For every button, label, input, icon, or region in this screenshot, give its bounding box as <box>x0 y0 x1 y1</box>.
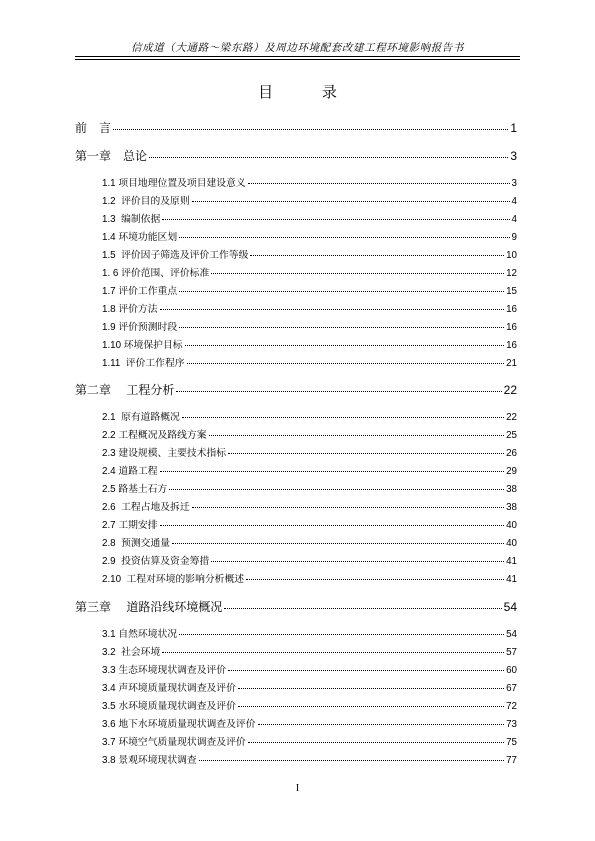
toc-entry-label: 第一章 总论 <box>75 149 148 163</box>
toc-entry-page: 1 <box>510 121 517 135</box>
toc-entry-page: 57 <box>506 647 517 658</box>
toc-entry-label: 1.3 编制依据 <box>102 214 161 225</box>
toc-entry-label: 2.10 工程对环境的影响分析概述 <box>102 574 245 585</box>
dot-leader <box>179 291 504 292</box>
dot-leader <box>258 724 505 725</box>
toc-entry-page: 21 <box>506 358 517 369</box>
dot-leader <box>176 391 501 392</box>
toc-section-entry[interactable] <box>102 517 517 530</box>
toc-entry-page: 16 <box>506 322 517 333</box>
toc-entry-label: 2.2 工程概况及路线方案 <box>102 430 207 441</box>
dot-leader <box>192 507 504 508</box>
toc-entry-label: 2.5 路基土石方 <box>102 484 168 495</box>
dot-leader <box>238 688 504 689</box>
toc-section-entry[interactable] <box>102 337 517 350</box>
dot-leader <box>228 453 504 454</box>
dot-leader <box>162 652 504 653</box>
dot-leader <box>192 201 510 202</box>
toc-entry-label: 第二章 工程分析 <box>75 383 175 397</box>
toc-section-entry[interactable] <box>102 698 517 711</box>
toc-entry-page: 22 <box>503 383 517 397</box>
toc-entry-label: 2.9 投资估算及资金筹措 <box>102 556 210 567</box>
toc-chapter-entry[interactable] <box>75 598 517 614</box>
toc-section-entry[interactable] <box>102 752 517 765</box>
toc-entry-page: 3 <box>510 149 517 163</box>
toc-entry-label: 2.8 预测交通量 <box>102 538 171 549</box>
toc-entry-label: 第三章 道路沿线环境概况 <box>75 600 223 614</box>
toc-entry-label: 1.5 评价因子筛选及评价工作等级 <box>102 250 249 261</box>
toc-entry-page: 15 <box>506 286 517 297</box>
toc-entry-page: 16 <box>506 340 517 351</box>
toc-entry-page: 41 <box>506 574 517 585</box>
dot-leader <box>185 345 505 346</box>
toc-entry-page: 40 <box>506 538 517 549</box>
toc-section-entry[interactable] <box>102 553 517 566</box>
toc-section-entry[interactable] <box>102 247 517 260</box>
dot-leader <box>211 561 504 562</box>
dot-leader <box>160 471 505 472</box>
toc-entry-page: 73 <box>506 719 517 730</box>
toc-entry-page: 4 <box>511 214 517 225</box>
dot-leader <box>238 706 504 707</box>
toc-entry-label: 1.9 评价预测时段 <box>102 322 178 333</box>
toc-section-entry[interactable] <box>102 301 517 314</box>
toc-entry-page: 12 <box>506 268 517 279</box>
toc-entry-label: 1.2 评价目的及原则 <box>102 196 190 207</box>
toc-section-entry[interactable] <box>102 265 517 278</box>
dot-leader <box>199 760 504 761</box>
page-title: 目 录 <box>258 83 359 101</box>
toc-entry-label: 2.3 建设规模、主要技术指标 <box>102 448 227 459</box>
toc-entry-page: 38 <box>506 502 517 513</box>
toc-entry-label: 2.4 道路工程 <box>102 466 158 477</box>
toc-section-entry[interactable] <box>102 319 517 332</box>
toc-entry-label: 2.1 原有道路概况 <box>102 412 180 423</box>
toc-entry-label: 3.8 景观环境现状调查 <box>102 755 197 766</box>
toc-entry-page: 60 <box>506 665 517 676</box>
dot-leader <box>179 634 504 635</box>
toc-entry-page: 41 <box>506 556 517 567</box>
toc-section-entry[interactable] <box>102 193 517 206</box>
dot-leader <box>169 489 504 490</box>
page-header: 信成道（大通路～梁东路）及周边环境配套改建工程环境影响报告书 <box>131 42 464 54</box>
dot-leader <box>209 435 505 436</box>
toc-section-entry[interactable] <box>102 481 517 494</box>
toc-entry-page: 22 <box>506 412 517 423</box>
header-rule-thin <box>75 59 520 60</box>
toc-entry-page: 38 <box>506 484 517 495</box>
toc-entry-page: 26 <box>506 448 517 459</box>
toc-entry-label: 1. 6 评价范围、评价标准 <box>102 268 210 279</box>
toc-entry-page: 25 <box>506 430 517 441</box>
toc-section-entry[interactable] <box>102 571 517 584</box>
toc-entry-page: 16 <box>506 304 517 315</box>
toc-entry-page: 10 <box>506 250 517 261</box>
toc-entry-page: 67 <box>506 683 517 694</box>
toc-entry-page: 9 <box>511 232 517 243</box>
dot-leader <box>179 327 504 328</box>
toc-section-entry[interactable] <box>102 175 517 188</box>
dot-leader <box>228 670 504 671</box>
page-number: I <box>295 783 300 794</box>
toc-section-entry[interactable] <box>102 211 517 224</box>
toc-entry-page: 54 <box>503 600 517 614</box>
toc-section-entry[interactable] <box>102 626 517 639</box>
toc-section-entry[interactable] <box>102 734 517 747</box>
dot-leader <box>187 363 505 364</box>
toc-section-entry[interactable] <box>102 427 517 440</box>
dot-leader <box>160 309 505 310</box>
toc-entry-page: 72 <box>506 701 517 712</box>
toc-entry-label: 1.8 评价方法 <box>102 304 158 315</box>
dot-leader <box>179 237 509 238</box>
toc-entry-page: 3 <box>511 178 517 189</box>
dot-leader <box>160 525 505 526</box>
dot-leader <box>113 129 508 130</box>
toc-entry-label: 3.5 水环境质量现状调查及评价 <box>102 701 236 712</box>
toc-section-entry[interactable] <box>102 716 517 729</box>
toc-entry-label: 1.11 评价工作程序 <box>102 358 185 369</box>
toc-entry-label: 3.6 地下水环境质量现状调查及评价 <box>102 719 256 730</box>
toc-entry-label: 3.3 生态环境现状调查及评价 <box>102 665 227 676</box>
toc-section-entry[interactable] <box>102 662 517 675</box>
toc-entry-label: 1.7 评价工作重点 <box>102 286 178 297</box>
toc-entry-page: 54 <box>506 629 517 640</box>
toc-entry-page: 40 <box>506 520 517 531</box>
toc-section-entry[interactable] <box>102 535 517 548</box>
toc-section-entry[interactable] <box>102 229 517 242</box>
toc-entry-label: 2.6 工程占地及拆迁 <box>102 502 190 513</box>
dot-leader <box>246 579 504 580</box>
header-rule <box>75 56 520 57</box>
toc-entry-page: 77 <box>506 755 517 766</box>
toc-entry-label: 3.1 自然环境状况 <box>102 629 178 640</box>
dot-leader <box>211 273 504 274</box>
toc-entry-page: 29 <box>506 466 517 477</box>
toc-section-entry[interactable] <box>102 409 517 422</box>
dot-leader <box>224 608 501 609</box>
toc-entry-label: 3.4 声环境质量现状调查及评价 <box>102 683 236 694</box>
toc-section-entry[interactable] <box>102 463 517 476</box>
toc-entry-label: 1.1 项目地理位置及项目建设意义 <box>102 178 246 189</box>
toc-entry-page: 75 <box>506 737 517 748</box>
dot-leader <box>248 183 510 184</box>
toc-entry-label: 1.4 环境功能区划 <box>102 232 178 243</box>
toc-chapter-entry[interactable] <box>75 119 517 135</box>
dot-leader <box>182 417 504 418</box>
dot-leader <box>149 157 508 158</box>
toc-section-entry[interactable] <box>102 283 517 296</box>
toc-section-entry[interactable] <box>102 644 517 657</box>
toc-section-entry[interactable] <box>102 355 517 368</box>
toc-entry-page: 4 <box>511 196 517 207</box>
dot-leader <box>172 543 504 544</box>
toc-section-entry[interactable] <box>102 499 517 512</box>
toc-chapter-entry[interactable] <box>75 381 517 397</box>
toc-entry-label: 1.10 环境保护目标 <box>102 340 183 351</box>
dot-leader <box>162 219 509 220</box>
dot-leader <box>250 255 504 256</box>
toc-entry-label: 3.2 社会环境 <box>102 647 161 658</box>
toc-entry-label: 3.7 环境空气质量现状调查及评价 <box>102 737 246 748</box>
toc-chapter-entry[interactable] <box>75 147 517 163</box>
toc-section-entry[interactable] <box>102 680 517 693</box>
dot-leader <box>248 742 504 743</box>
toc-entry-label: 前 言 <box>75 121 112 135</box>
toc-section-entry[interactable] <box>102 445 517 458</box>
toc-entry-label: 2.7 工期安排 <box>102 520 158 531</box>
